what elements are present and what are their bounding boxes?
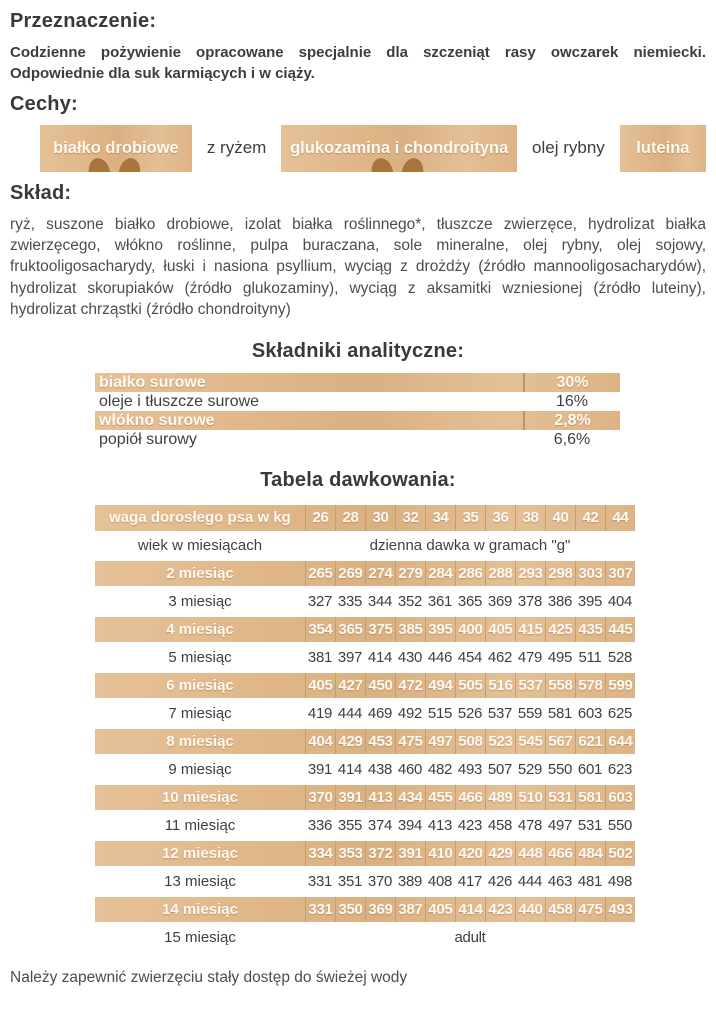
dosage-row <box>95 813 635 838</box>
dosage-row <box>95 869 635 894</box>
month-label-cell: 14 miesiąc <box>162 901 238 919</box>
adult-cell: adult <box>454 929 486 947</box>
analytical-value-cell: 30% <box>524 373 620 392</box>
dose-value-cell: 430 <box>397 649 423 667</box>
weight-header-cell: 44 <box>605 505 635 531</box>
dose-value-cell: 526 <box>457 705 483 723</box>
dose-value-cell: 463 <box>547 873 573 891</box>
dose-value-cell: 400 <box>455 617 485 642</box>
dose-value-cell: 370 <box>305 785 335 810</box>
dose-value-cell: 440 <box>515 897 545 922</box>
dose-value-cell: 351 <box>337 873 363 891</box>
weight-header-cell: 42 <box>575 505 605 531</box>
dose-value-cell: 415 <box>515 617 545 642</box>
dose-value-cell: 334 <box>305 841 335 866</box>
dose-value-cell: 386 <box>547 593 573 611</box>
dose-value-cell: 397 <box>337 649 363 667</box>
dosage-row <box>95 701 635 726</box>
dose-value-cell: 361 <box>427 593 453 611</box>
analytical-row <box>95 430 620 449</box>
dose-value-cell: 387 <box>395 897 425 922</box>
dose-value-cell: 481 <box>577 873 603 891</box>
dose-value-cell: 559 <box>517 705 543 723</box>
weight-header-cell: 34 <box>425 505 455 531</box>
weight-header-cell: 32 <box>395 505 425 531</box>
dose-value-cell: 413 <box>365 785 395 810</box>
month-label-cell: 2 miesiąc <box>166 565 234 583</box>
dosage-row <box>95 673 635 698</box>
dose-value-cell: 453 <box>365 729 395 754</box>
dose-value-cell: 279 <box>395 561 425 586</box>
month-label-cell: 10 miesiąc <box>162 789 238 807</box>
dose-value-cell: 375 <box>365 617 395 642</box>
dose-value-cell: 404 <box>607 593 633 611</box>
dose-value-cell: 391 <box>395 841 425 866</box>
dose-value-cell: 369 <box>487 593 513 611</box>
dose-value-cell: 426 <box>487 873 513 891</box>
dose-value-cell: 537 <box>515 673 545 698</box>
dose-value-cell: 462 <box>487 649 513 667</box>
dose-value-cell: 550 <box>607 817 633 835</box>
feature-badge <box>620 125 706 172</box>
dose-value-cell: 414 <box>367 649 393 667</box>
dosage-row <box>95 925 635 950</box>
dose-value-cell: 405 <box>305 673 335 698</box>
dosage-subheader-row <box>95 534 635 558</box>
dose-value-cell: 293 <box>515 561 545 586</box>
analytical-value-cell: 16% <box>555 393 589 411</box>
dose-value-cell: 288 <box>485 561 515 586</box>
dose-value-cell: 508 <box>455 729 485 754</box>
dose-value-cell: 478 <box>517 817 543 835</box>
month-label-cell: 8 miesiąc <box>166 733 234 751</box>
dosage-row <box>95 785 635 810</box>
paw-print-icon <box>399 156 426 172</box>
dose-value-cell: 515 <box>427 705 453 723</box>
dose-value-cell: 493 <box>605 897 635 922</box>
age-column-caption: wiek w miesiącach <box>137 537 263 555</box>
dose-value-cell: 408 <box>427 873 453 891</box>
analytical-label-cell: oleje i tłuszcze surowe <box>99 393 260 411</box>
dose-value-cell: 350 <box>335 897 365 922</box>
dose-value-cell: 354 <box>305 617 335 642</box>
weight-header-cell: 26 <box>305 505 335 531</box>
dose-value-cell: 466 <box>455 785 485 810</box>
weight-header-cell: 38 <box>515 505 545 531</box>
month-label-cell: 3 miesiąc <box>168 593 232 611</box>
dosage-table <box>95 502 635 953</box>
feature-badge-label: luteina <box>636 138 690 157</box>
dose-value-cell: 438 <box>367 761 393 779</box>
analytical-label-cell: popiół surowy <box>99 431 197 449</box>
dose-value-cell: 497 <box>547 817 573 835</box>
analytical-value-cell: 2,8% <box>524 411 620 430</box>
month-label-cell: 9 miesiąc <box>168 761 232 779</box>
dose-value-cell: 335 <box>337 593 363 611</box>
dose-value-cell: 429 <box>335 729 365 754</box>
dose-value-cell: 505 <box>455 673 485 698</box>
dose-value-cell: 479 <box>517 649 543 667</box>
dose-value-cell: 448 <box>515 841 545 866</box>
dose-value-cell: 460 <box>397 761 423 779</box>
dosage-row <box>95 617 635 642</box>
dose-value-cell: 469 <box>367 705 393 723</box>
analytical-label-cell: białko surowe <box>99 374 206 392</box>
dose-value-cell: 372 <box>365 841 395 866</box>
features-heading: Cechy: <box>10 92 78 115</box>
dose-value-cell: 603 <box>605 785 635 810</box>
dose-value-cell: 625 <box>607 705 633 723</box>
dose-value-cell: 414 <box>337 761 363 779</box>
dose-value-cell: 413 <box>427 817 453 835</box>
dose-value-cell: 599 <box>605 673 635 698</box>
dose-value-cell: 429 <box>485 841 515 866</box>
dose-value-cell: 450 <box>365 673 395 698</box>
dose-value-cell: 355 <box>337 817 363 835</box>
dose-value-cell: 414 <box>455 897 485 922</box>
dose-value-cell: 389 <box>397 873 423 891</box>
dosage-row <box>95 589 635 614</box>
dose-value-cell: 484 <box>575 841 605 866</box>
dose-value-cell: 466 <box>545 841 575 866</box>
dose-value-cell: 531 <box>577 817 603 835</box>
dose-value-cell: 497 <box>425 729 455 754</box>
water-notice: Należy zapewnić zwierzęciu stały dostęp do świeżej wody <box>10 969 408 987</box>
weight-header-cell: 40 <box>545 505 575 531</box>
dose-value-cell: 492 <box>397 705 423 723</box>
analytical-value-cell: 6,6% <box>553 431 591 449</box>
month-label-cell: 12 miesiąc <box>162 845 238 863</box>
dose-value-cell: 327 <box>307 593 333 611</box>
dose-value-cell: 405 <box>425 897 455 922</box>
dose-value-cell: 331 <box>307 873 333 891</box>
dosage-row <box>95 757 635 782</box>
weight-header-cell: 30 <box>365 505 395 531</box>
dosage-header-label-cell: waga dorosłego psa w kg <box>109 509 291 527</box>
feature-text-label: z ryżem <box>206 138 267 158</box>
dose-value-cell: 644 <box>605 729 635 754</box>
dose-value-cell: 621 <box>575 729 605 754</box>
paw-print-icon <box>86 155 113 171</box>
dose-value-cell: 344 <box>367 593 393 611</box>
dosage-row <box>95 645 635 670</box>
dosage-header-row <box>95 505 635 531</box>
dose-value-cell: 458 <box>545 897 575 922</box>
dose-value-cell: 446 <box>427 649 453 667</box>
dose-value-cell: 516 <box>485 673 515 698</box>
dose-value-cell: 454 <box>457 649 483 667</box>
dose-value-cell: 417 <box>457 873 483 891</box>
dose-value-cell: 511 <box>578 649 602 667</box>
dose-value-cell: 265 <box>305 561 335 586</box>
dose-value-cell: 510 <box>515 785 545 810</box>
dose-value-cell: 493 <box>457 761 483 779</box>
dose-value-cell: 498 <box>607 873 633 891</box>
dose-value-cell: 274 <box>365 561 395 586</box>
dose-value-cell: 374 <box>367 817 393 835</box>
dose-value-cell: 444 <box>337 705 363 723</box>
dose-value-cell: 537 <box>487 705 513 723</box>
dose-value-cell: 458 <box>487 817 513 835</box>
weight-header-cell: 35 <box>455 505 485 531</box>
dose-value-cell: 419 <box>307 705 333 723</box>
dose-value-cell: 369 <box>365 897 395 922</box>
dose-value-cell: 394 <box>397 817 423 835</box>
month-label-cell: 15 miesiąc <box>164 929 236 947</box>
dose-value-cell: 284 <box>425 561 455 586</box>
dose-value-cell: 558 <box>545 673 575 698</box>
dosage-heading: Tabela dawkowania: <box>260 469 456 492</box>
dose-value-cell: 435 <box>575 617 605 642</box>
dose-value-cell: 523 <box>485 729 515 754</box>
dosage-row <box>95 841 635 866</box>
dose-value-cell: 531 <box>545 785 575 810</box>
analytical-heading: Składniki analityczne: <box>251 340 465 363</box>
dose-value-cell: 567 <box>545 729 575 754</box>
dose-value-cell: 482 <box>427 761 453 779</box>
dose-value-cell: 395 <box>425 617 455 642</box>
month-label-cell: 11 miesiąc <box>164 817 236 835</box>
purpose-paragraph: Codzienne pożywienie opracowane specjalnie dla szczeniąt rasy owczarek niemiecki. Odpowiednie dla suk karmiących i w ciąży. <box>10 44 706 83</box>
dose-value-cell: 395 <box>577 593 603 611</box>
dose-columns-caption: dzienna dawka w gramach "g" <box>369 537 571 555</box>
dose-value-cell: 581 <box>547 705 573 723</box>
dose-value-cell: 507 <box>487 761 513 779</box>
purpose-heading: Przeznaczenie: <box>10 10 157 32</box>
dose-value-cell: 405 <box>485 617 515 642</box>
dose-value-cell: 545 <box>515 729 545 754</box>
dose-value-cell: 550 <box>547 761 573 779</box>
dose-value-cell: 495 <box>547 649 573 667</box>
features-row <box>40 125 706 172</box>
feature-badge-label: białko drobiowe <box>53 138 179 157</box>
dose-value-cell: 529 <box>517 761 543 779</box>
dose-value-cell: 391 <box>335 785 365 810</box>
dose-value-cell: 286 <box>455 561 485 586</box>
dose-value-cell: 528 <box>607 649 633 667</box>
dose-value-cell: 353 <box>335 841 365 866</box>
weight-header-cell: 36 <box>485 505 515 531</box>
paw-print-icon <box>369 155 396 171</box>
dose-value-cell: 404 <box>305 729 335 754</box>
feature-badge-label: glukozamina i chondroityna <box>290 138 509 157</box>
dose-value-cell: 269 <box>335 561 365 586</box>
dose-value-cell: 381 <box>307 649 333 667</box>
dosage-row <box>95 897 635 922</box>
dose-value-cell: 378 <box>517 593 543 611</box>
dose-value-cell: 578 <box>575 673 605 698</box>
dose-value-cell: 370 <box>367 873 393 891</box>
dose-value-cell: 427 <box>335 673 365 698</box>
paw-print-icon <box>116 156 143 172</box>
dose-value-cell: 445 <box>605 617 635 642</box>
dose-value-cell: 601 <box>577 761 603 779</box>
analytical-row <box>95 373 620 392</box>
month-label-cell: 7 miesiąc <box>168 705 232 723</box>
dose-value-cell: 581 <box>575 785 605 810</box>
dose-value-cell: 365 <box>457 593 483 611</box>
dose-value-cell: 475 <box>395 729 425 754</box>
dose-value-cell: 410 <box>425 841 455 866</box>
dose-value-cell: 475 <box>575 897 605 922</box>
dose-value-cell: 391 <box>307 761 333 779</box>
dose-value-cell: 352 <box>397 593 423 611</box>
dosage-row <box>95 729 635 754</box>
dose-value-cell: 423 <box>485 897 515 922</box>
ingredients-heading: Skład: <box>10 181 72 204</box>
analytical-row <box>95 392 620 411</box>
dose-value-cell: 365 <box>335 617 365 642</box>
dose-value-cell: 489 <box>485 785 515 810</box>
dose-value-cell: 420 <box>455 841 485 866</box>
month-label-cell: 6 miesiąc <box>166 677 234 695</box>
analytical-label-cell: włókno surowe <box>99 412 215 430</box>
dose-value-cell: 385 <box>395 617 425 642</box>
feature-badge <box>281 125 517 172</box>
analytical-table <box>95 373 620 449</box>
dose-value-cell: 494 <box>425 673 455 698</box>
dose-value-cell: 331 <box>305 897 335 922</box>
dose-value-cell: 603 <box>577 705 603 723</box>
dose-value-cell: 434 <box>395 785 425 810</box>
dose-value-cell: 455 <box>425 785 455 810</box>
analytical-row <box>95 411 620 430</box>
month-label-cell: 13 miesiąc <box>164 873 236 891</box>
feature-text-label: olej rybny <box>532 138 605 158</box>
dose-value-cell: 307 <box>605 561 635 586</box>
month-label-cell: 5 miesiąc <box>168 649 232 667</box>
dose-value-cell: 336 <box>307 817 333 835</box>
dose-value-cell: 303 <box>575 561 605 586</box>
dose-value-cell: 502 <box>605 841 635 866</box>
dose-value-cell: 472 <box>395 673 425 698</box>
dose-value-cell: 444 <box>517 873 543 891</box>
ingredients-paragraph: ryż, suszone białko drobiowe, izolat białka roślinnego*, tłuszcze zwierzęce, hydrolizat białka zwierzęcego, włókno roślinne, pulpa buraczana, sole mineralne, olej rybny, olej sojowy, fruktooligosacharydy, łuski i nasiona psyllium, wyciąg z drożdży (źródło mannooligosacharydów), hydrolizat skorupiaków (źródło glukozaminy), wyciąg z aksamitki wzniesionej (źródło luteiny), hydrolizat chrząstki (źródło chondroityny) <box>10 215 706 319</box>
feature-badge <box>40 125 192 172</box>
dose-value-cell: 423 <box>457 817 483 835</box>
month-label-cell: 4 miesiąc <box>166 621 234 639</box>
dose-value-cell: 623 <box>607 761 633 779</box>
weight-header-cell: 28 <box>335 505 365 531</box>
dose-value-cell: 298 <box>545 561 575 586</box>
dose-value-cell: 425 <box>545 617 575 642</box>
dosage-row <box>95 561 635 586</box>
